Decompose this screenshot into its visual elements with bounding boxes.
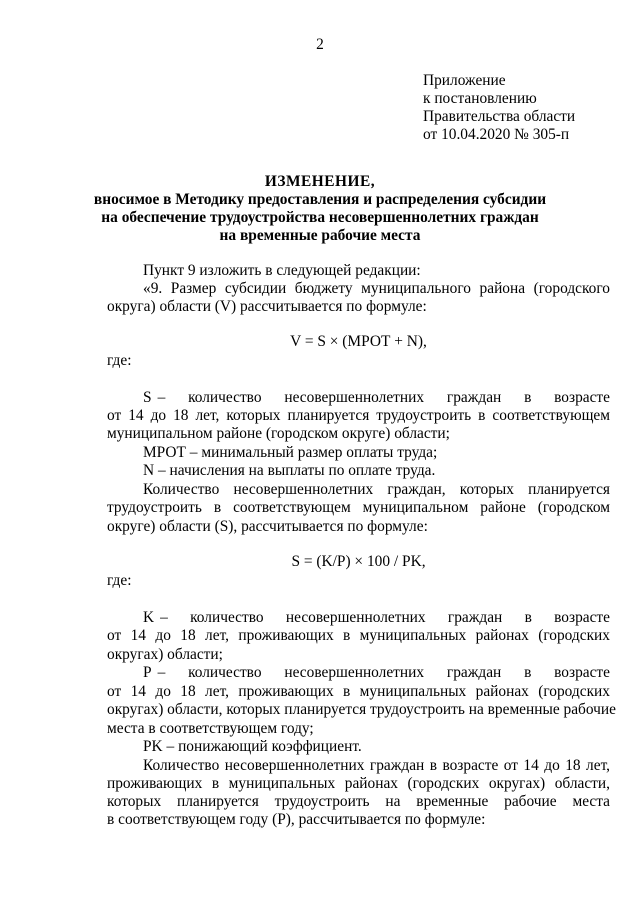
paragraph-line: в соответствующем году (P), рассчитывается по формуле:	[107, 811, 486, 828]
definition-k	[143, 609, 610, 627]
paragraph-line: «9. Размер субсидии бюджету муниципального района (городского	[143, 280, 610, 297]
definition-text: – количество несовершеннолетних граждан в возрасте	[157, 389, 610, 406]
definition-text: – количество несовершеннолетних граждан в возрасте	[157, 664, 610, 681]
symbol: S	[143, 389, 152, 406]
paragraph-line: места в соответствующем году;	[107, 720, 314, 737]
where-label: где:	[107, 352, 132, 369]
paragraph-line: которых планируется трудоустроить на временные рабочие места	[107, 793, 610, 810]
appendix-line: к постановлению	[423, 90, 537, 107]
formula-s: S = (K/P) × 100 / PK,	[291, 553, 426, 570]
paragraph-line: округа) области (V) рассчитывается по формуле:	[107, 298, 427, 315]
paragraph-line: Количество несовершеннолетних граждан, которых планируется	[143, 481, 610, 498]
definition-mrot: МРОТ – минимальный размер оплаты труда;	[143, 444, 438, 461]
title-line: на временные рабочие места	[219, 227, 421, 244]
definition-p	[143, 664, 610, 682]
where-label: где:	[107, 572, 132, 589]
appendix-line: от 10.04.2020 № 305-п	[423, 126, 570, 143]
paragraph-line: трудоустроить в соответствующем муниципальном районе (городском	[107, 499, 610, 516]
paragraph-line: округах) области;	[107, 646, 223, 663]
intro-paragraph: Пункт 9 изложить в следующей редакции:	[143, 262, 421, 279]
paragraph-line: от 14 до 18 лет, проживающих в муниципальных районах (городских	[107, 627, 610, 644]
appendix-line: Правительства области	[423, 108, 576, 125]
page-number: 2	[316, 36, 324, 53]
appendix-block	[423, 72, 575, 144]
paragraph-line: от 14 до 18 лет, которых планируется трудоустроить в соответствующем	[107, 407, 610, 424]
paragraph-line: от 14 до 18 лет, проживающих в муниципальных районах (городских	[107, 683, 610, 700]
definition-text: – количество несовершеннолетних граждан в возрасте	[160, 609, 610, 626]
symbol: P	[143, 664, 152, 681]
formula-v: V = S × (МРОТ + N),	[290, 333, 427, 350]
paragraph-line: округах) области, которых планируется трудоустроить на временные рабочие	[107, 701, 616, 718]
document-title	[0, 173, 640, 245]
definition-s	[143, 389, 610, 407]
title-line: на обеспечение трудоустройства несовершеннолетних граждан	[101, 209, 539, 226]
title-line: вносимое в Методику предоставления и распределения субсидии	[93, 191, 547, 208]
definition-pk: PK – понижающий коэффициент.	[143, 738, 362, 755]
paragraph-line: Количество несовершеннолетних граждан в возрасте от 14 до 18 лет,	[143, 757, 610, 774]
paragraph-line: муниципальном районе (городском округе) области;	[107, 425, 450, 442]
appendix-line: Приложение	[423, 72, 506, 89]
definition-n: N – начисления на выплаты по оплате труда.	[143, 462, 436, 479]
title-line: ИЗМЕНЕНИЕ,	[264, 173, 376, 190]
symbol: K	[143, 609, 155, 626]
paragraph-line: проживающих в муниципальных районах (городских округах) области,	[107, 775, 610, 792]
paragraph-line: округе) области (S), рассчитывается по формуле:	[107, 518, 428, 535]
